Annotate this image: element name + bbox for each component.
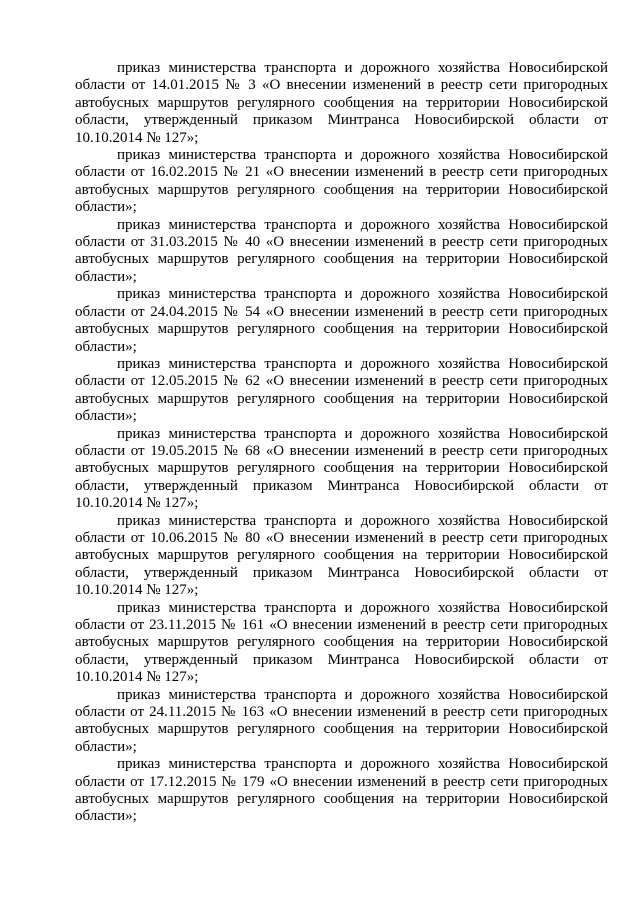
paragraph-order-3: приказ министерства транспорта и дорожного хозяйства Новосибирской области от 31.03.2015 № 40 «О внесении изменений в реестр сети пригородных автобусных маршрутов регулярного сообщения на территории Новосибирской области»; <box>75 216 608 285</box>
paragraph-order-8: приказ министерства транспорта и дорожного хозяйства Новосибирской области от 23.11.2015 № 161 «О внесении изменений в реестр сети пригородных автобусных маршрутов регулярного сообщения на территории Новосибирской области, утвержденный приказом Минтранса Новосибирской области от 10.10.2014 № 127»; <box>75 599 608 686</box>
paragraph-order-9: приказ министерства транспорта и дорожного хозяйства Новосибирской области от 24.11.2015 № 163 «О внесении изменений в реестр сети пригородных автобусных маршрутов регулярного сообщения на территории Новосибирской области»; <box>75 686 608 755</box>
paragraph-order-7: приказ министерства транспорта и дорожного хозяйства Новосибирской области от 10.06.2015 № 80 «О внесении изменений в реестр сети пригородных автобусных маршрутов регулярного сообщения на территории Новосибирской области, утвержденный приказом Минтранса Новосибирской области от 10.10.2014 № 127»; <box>75 512 608 599</box>
document-body <box>75 60 608 826</box>
paragraph-order-4: приказ министерства транспорта и дорожного хозяйства Новосибирской области от 24.04.2015 № 54 «О внесении изменений в реестр сети пригородных автобусных маршрутов регулярного сообщения на территории Новосибирской области»; <box>75 286 608 355</box>
paragraph-order-10: приказ министерства транспорта и дорожного хозяйства Новосибирской области от 17.12.2015 № 179 «О внесении изменений в реестр сети пригородных автобусных маршрутов регулярного сообщения на территории Новосибирской области»; <box>75 756 608 825</box>
paragraph-order-5: приказ министерства транспорта и дорожного хозяйства Новосибирской области от 12.05.2015 № 62 «О внесении изменений в реестр сети пригородных автобусных маршрутов регулярного сообщения на территории Новосибирской области»; <box>75 355 608 425</box>
paragraph-order-1: приказ министерства транспорта и дорожного хозяйства Новосибирской области от 14.01.2015 № 3 «О внесении изменений в реестр сети пригородных автобусных маршрутов регулярного сообщения на территории Новосибирской области, утвержденный приказом Минтранса Новосибирской области от 10.10.2014 № 127»; <box>75 60 608 146</box>
paragraph-order-2: приказ министерства транспорта и дорожного хозяйства Новосибирской области от 16.02.2015 № 21 «О внесении изменений в реестр сети пригородных автобусных маршрутов регулярного сообщения на территории Новосибирской области»; <box>75 147 608 216</box>
paragraph-order-6: приказ министерства транспорта и дорожного хозяйства Новосибирской области от 19.05.2015 № 68 «О внесении изменений в реестр сети пригородных автобусных маршрутов регулярного сообщения на территории Новосибирской области, утвержденный приказом Минтранса Новосибирской области от 10.10.2014 № 127»; <box>75 425 608 512</box>
